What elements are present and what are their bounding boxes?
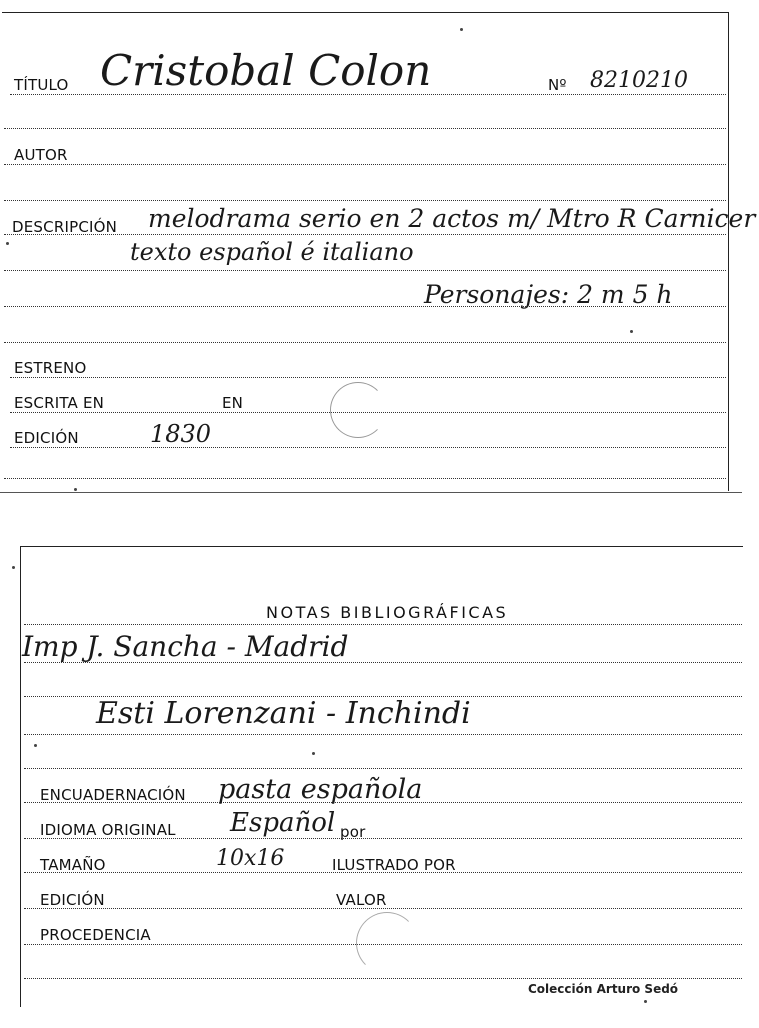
notas-heading: NOTAS BIBLIOGRÁFICAS bbox=[266, 603, 509, 622]
descripcion-label: DESCRIPCIÓN bbox=[12, 218, 118, 236]
escrita-en-label: ESCRITA EN bbox=[14, 394, 105, 412]
speck bbox=[312, 752, 315, 755]
titulo-label: TÍTULO bbox=[14, 76, 69, 94]
valor-label: VALOR bbox=[336, 891, 387, 909]
collector-credit: Colección Arturo Sedó bbox=[528, 982, 679, 996]
titulo-value: Cristobal Colon bbox=[100, 46, 432, 95]
card-divider bbox=[0, 492, 742, 493]
rule-line bbox=[24, 734, 742, 735]
rule-line bbox=[24, 978, 742, 979]
por-label: por bbox=[340, 823, 366, 841]
notas-line1: Imp J. Sancha - Madrid bbox=[22, 630, 349, 663]
en-label: EN bbox=[222, 394, 244, 412]
rule-line bbox=[10, 447, 726, 448]
idioma-original-label: IDIOMA ORIGINAL bbox=[40, 821, 176, 839]
speck bbox=[630, 330, 633, 333]
notas-line2: Esti Lorenzani - Inchindi bbox=[96, 696, 471, 731]
descripcion-value-line3: Personajes: 2 m 5 h bbox=[424, 280, 673, 309]
rule-line bbox=[10, 377, 726, 378]
descripcion-value-line1: melodrama serio en 2 actos m/ Mtro R Carnicer bbox=[148, 204, 756, 233]
rule-line bbox=[4, 342, 726, 343]
idioma-original-value: Español bbox=[230, 808, 336, 838]
speck bbox=[34, 744, 37, 747]
rule-line bbox=[4, 164, 726, 165]
speck bbox=[644, 1000, 647, 1003]
speck bbox=[6, 242, 9, 245]
rule-line bbox=[4, 200, 726, 201]
edicion-label: EDICIÓN bbox=[14, 429, 79, 447]
encuadernacion-label: ENCUADERNACIÓN bbox=[40, 786, 186, 804]
rule-line bbox=[24, 768, 742, 769]
speck bbox=[460, 28, 463, 31]
encuadernacion-value: pasta española bbox=[218, 774, 423, 805]
numero-label: Nº bbox=[548, 76, 567, 94]
stamp-mark bbox=[330, 382, 386, 438]
speck bbox=[12, 566, 15, 569]
speck bbox=[74, 488, 77, 491]
stamp-mark bbox=[356, 912, 418, 974]
estreno-label: ESTRENO bbox=[14, 359, 87, 377]
tamano-label: TAMAÑO bbox=[40, 856, 106, 874]
tamano-value: 10x16 bbox=[216, 846, 285, 871]
descripcion-value-line2: texto español é italiano bbox=[130, 238, 414, 266]
numero-value: 8210210 bbox=[590, 68, 688, 93]
rule-line bbox=[4, 270, 726, 271]
ilustrado-por-label: ILUSTRADO POR bbox=[332, 856, 456, 874]
edicion-value: 1830 bbox=[150, 420, 212, 448]
rule-line bbox=[4, 128, 726, 129]
rule-line bbox=[24, 624, 742, 625]
rule-line bbox=[4, 478, 726, 479]
autor-label: AUTOR bbox=[14, 146, 68, 164]
procedencia-label: PROCEDENCIA bbox=[40, 926, 151, 944]
edicion-bottom-label: EDICIÓN bbox=[40, 891, 105, 909]
